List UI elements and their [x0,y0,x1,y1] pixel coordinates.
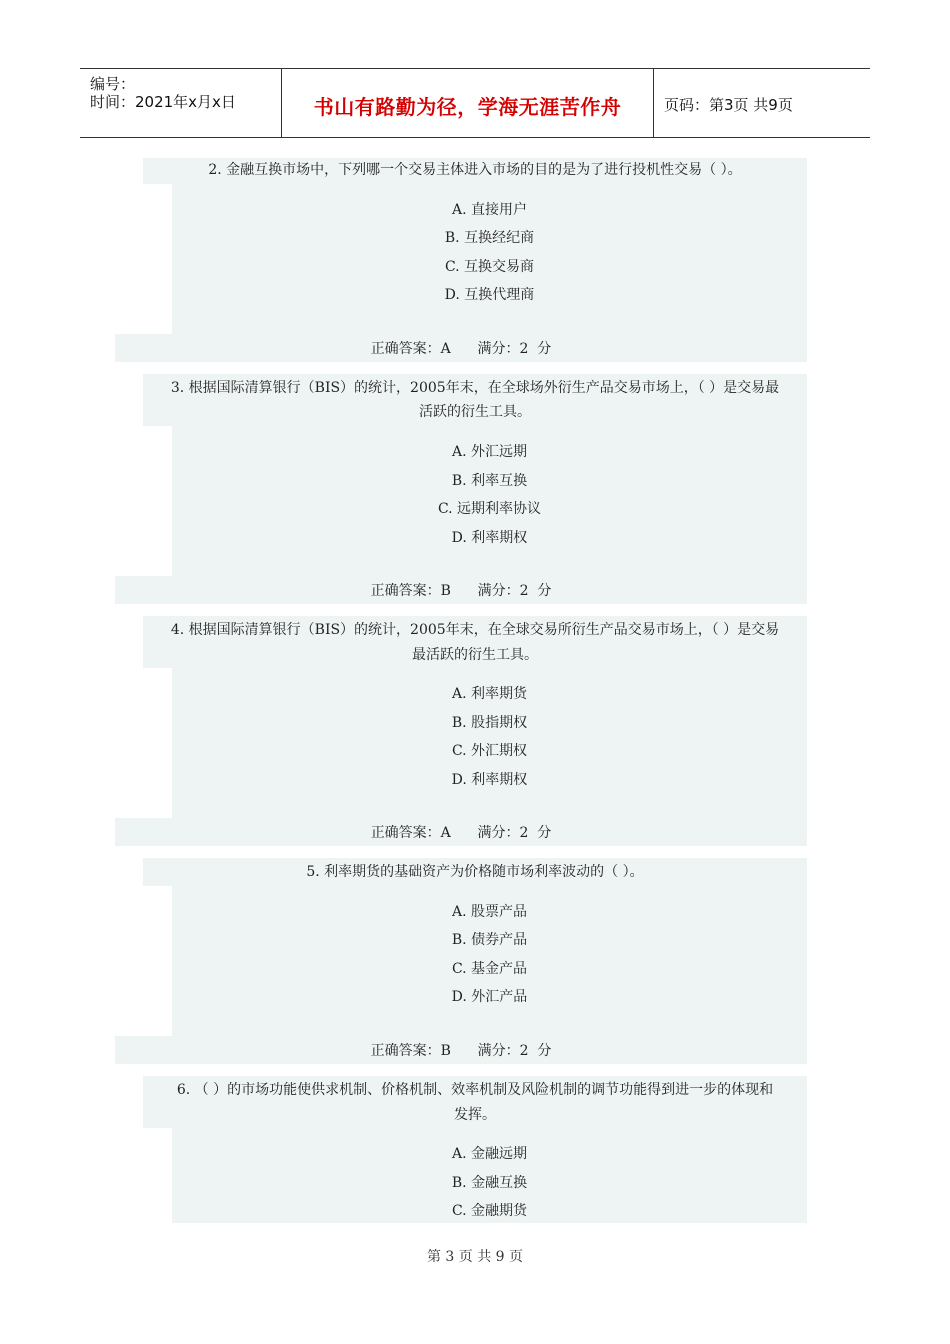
option-c: C. 互换交易商 [444,259,535,275]
option-c: C. 远期利率协议 [437,501,542,517]
correct-answer: 正确答案：B 满分：2 分 [370,1043,552,1059]
page-label: 页码：第3页 共9页 [664,96,793,114]
header-motto-cell [282,69,654,137]
option-b: B. 金融互换 [451,1175,528,1191]
correct-answer: 正确答案：A 满分：2 分 [370,341,552,357]
option-b: B. 股指期权 [451,715,528,731]
question-text-line1: 6. （ ）的市场功能使供求机制、价格机制、效率机制及风险机制的调节功能得到进一步的体现和 [176,1082,774,1098]
motto: 书山有路勤为径，学海无涯苦作舟 [313,95,622,119]
correct-answer: 正确答案：A 满分：2 分 [370,825,552,841]
option-a: A. 股票产品 [451,904,527,920]
question-text: 2. 金融互换市场中，下列哪一个交易主体进入市场的目的是为了进行投机性交易（ ）。 [208,162,742,178]
option-d: D. 利率期权 [451,530,528,546]
document-header [80,68,870,138]
option-c: C. 金融期货 [451,1203,528,1219]
option-a: A. 金融远期 [451,1146,527,1162]
option-b: B. 互换经纪商 [444,230,535,246]
option-b: B. 债券产品 [451,932,528,948]
option-b: B. 利率互换 [451,473,528,489]
option-c: C. 基金产品 [451,961,528,977]
question-text-line2: 活跃的衍生工具。 [419,404,531,420]
option-a: A. 直接用户 [451,202,527,218]
option-a: A. 外汇远期 [451,444,527,460]
question-text-line1: 3. 根据国际清算银行（BIS）的统计，2005年末，在全球场外衍生产品交易市场上，（ ）是交易最 [170,380,780,396]
question-text-line2: 发挥。 [454,1107,496,1123]
correct-answer: 正确答案：B 满分：2 分 [370,583,552,599]
option-d: D. 互换代理商 [444,287,535,303]
header-page-cell [654,69,870,137]
date-label: 时间：2021年x月x日 [90,93,236,111]
serial-label: 编号： [90,75,136,93]
question-text: 5. 利率期货的基础资产为价格随市场利率波动的（ ）。 [306,864,644,880]
page-footer: 第 3 页 共 9 页 [426,1249,524,1265]
header-meta-cell [80,69,282,137]
option-c: C. 外汇期权 [451,743,528,759]
question-text-line2: 最活跃的衍生工具。 [412,647,538,663]
option-d: D. 外汇产品 [451,989,528,1005]
option-a: A. 利率期货 [451,686,527,702]
question-text-line1: 4. 根据国际清算银行（BIS）的统计，2005年末，在全球交易所衍生产品交易市场上，（ ）是交易 [170,622,780,638]
option-d: D. 利率期权 [451,772,528,788]
